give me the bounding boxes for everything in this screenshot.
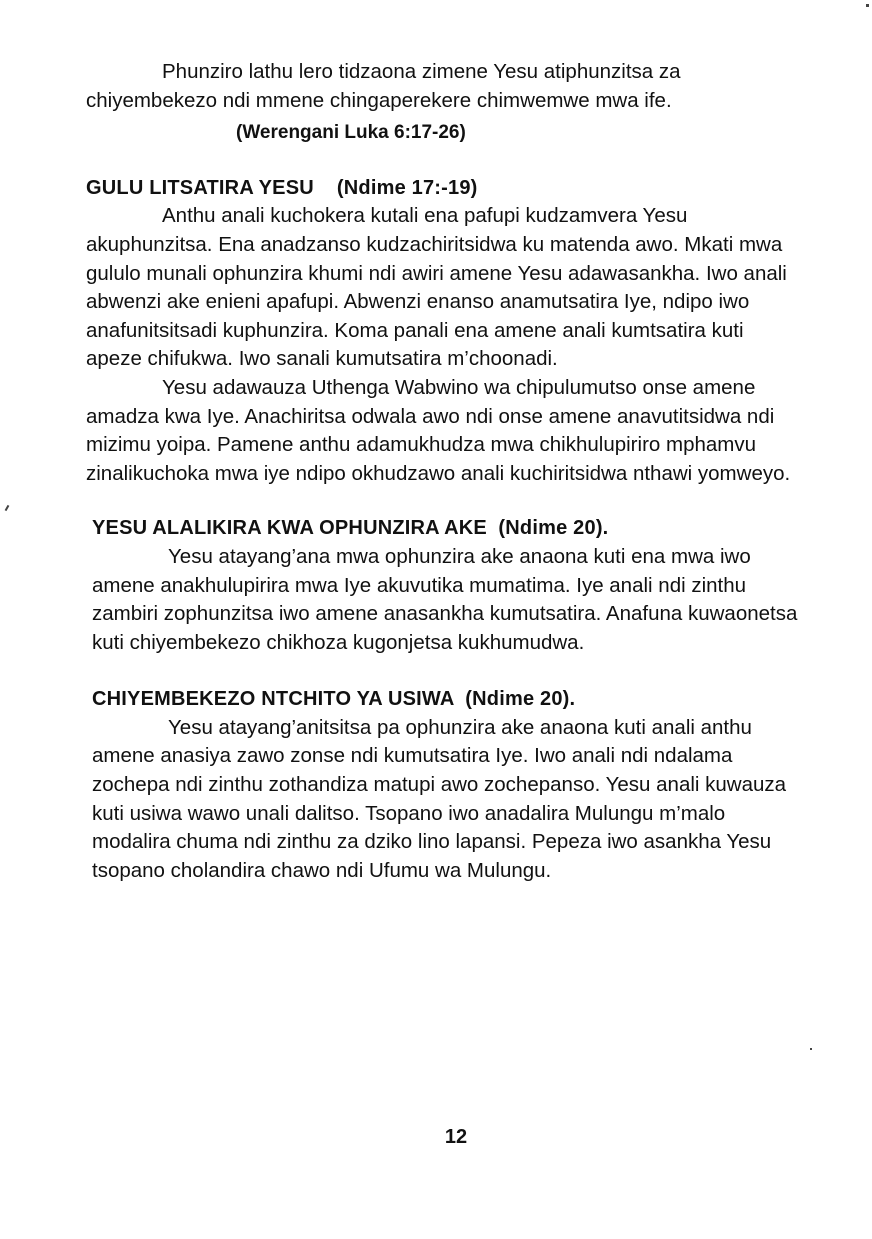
section-1-paragraph-2: Yesu adawauza Uthenga Wabwino wa chipulumutso onse amene amadza kwa Iye. Anachiritsa odwala awo ndi onse amene anavutitsidwa ndi mizimu yoipa. Pamene anthu adamukhudza mwa chikhulupiriro mphamvu zinalikuchoka mwa iye ndipo okhudzawo anali kuchiritsidwa nthawi yomweyo.: [86, 375, 791, 485]
section-heading-1: GULU LITSATIRA YESU (Ndime 17:-19): [86, 176, 478, 199]
scan-speck: [810, 1048, 812, 1050]
intro-paragraph: Phunziro lathu lero tidzaona zimene Yesu atiphunzitsa za chiyembekezo ndi mmene chingaperekere chimwemwe mwa ife.: [86, 60, 681, 112]
page-number: 12: [444, 1126, 468, 1148]
section-1-paragraph-1: Anthu anali kuchokera kutali ena pafupi kudzamvera Yesu akuphunzitsa. Ena anadzanso kudzachiritsidwa ku matenda awo. Mkati mwa gululo munali ophunzira khumi ndi awiri amene Yesu adawasankha. Iwo anali abwenzi ake enieni apafupi. Abwenzi enanso anamutsatira Iye, ndipo iwo anafunitsitsadi kuphunzira. Koma panali ena amene anali kumtsatira kuti apeze chifukwa. Iwo sanali kumutsatira m’choonadi.: [86, 204, 787, 371]
section-3-paragraph-1: Yesu atayang’anitsitsa pa ophunzira ake anaona kuti anali anthu amene anasiya zawo zonse ndi kumutsatira Iye. Iwo anali ndi ndalama zochepa ndi zinthu zothandiza matupi awo zochepanso. Yesu anali kuwauza kuti usiwa wawo unali dalitso. Tsopano iwo anadalira Mulungu m’malo modalira chuma ndi zinthu za dziko lino lapansi. Pepeza iwo asankha Yesu tsopano cholandira chawo ndi Ufumu wa Mulungu.: [92, 715, 787, 882]
section-2-paragraph-1: Yesu atayang’ana mwa ophunzira ake anaona kuti ena mwa iwo amene anakhulupirira mwa Iye akuvutika mumatima. Iye anali ndi zinthu zambiri zophunzitsa iwo amene anasankha kumutsatira. Anafuna kuwaonetsa kuti chiyembekezo chikhoza kugonjetsa kukhumudwa.: [92, 544, 798, 654]
section-heading-2: YESU ALALIKIRA KWA OPHUNZIRA AKE (Ndime 20).: [92, 517, 609, 540]
scan-speck: [5, 505, 10, 511]
section-heading-3: CHIYEMBEKEZO NTCHITO YA USIWA (Ndime 20).: [92, 688, 576, 711]
page-content: [86, 58, 802, 885]
scan-speck: [866, 4, 869, 7]
scripture-reference: (Werengani Luka 6:17-26): [236, 122, 466, 144]
